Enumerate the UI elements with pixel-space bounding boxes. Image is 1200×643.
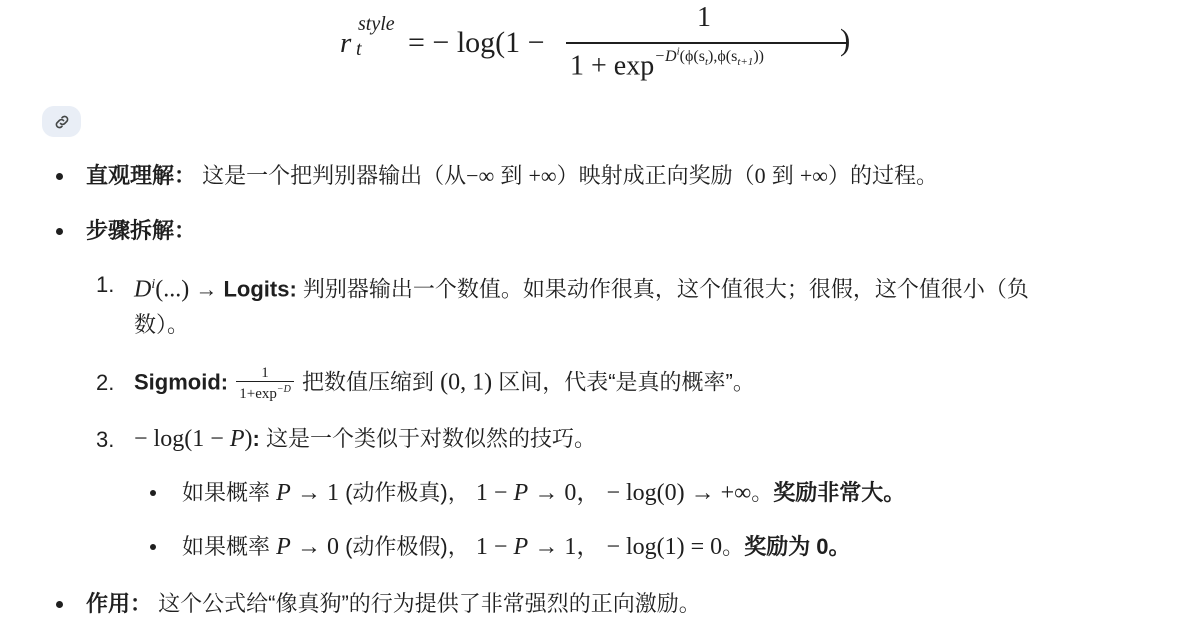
sub1-bold: 奖励非常大。	[773, 480, 906, 505]
sub1-text-b: (动作极真)，	[345, 480, 470, 505]
sub2-text-a: 如果概率	[182, 534, 271, 559]
effect-line	[86, 589, 701, 619]
sub1-math-b: 1 −	[475, 480, 508, 506]
sub1-math-a: → 1	[296, 480, 339, 506]
sub2-text-c: 。	[722, 534, 745, 559]
step-1-line-cont	[134, 310, 189, 340]
sub1-text-c: 。	[751, 480, 774, 505]
step-2-line	[134, 365, 755, 402]
steps-label: 步骤拆解：	[86, 218, 197, 243]
formula-lhs-sub: t	[356, 38, 362, 60]
step1-D-sup: i	[151, 277, 156, 292]
intuition-line	[86, 161, 938, 191]
denominator-exponent	[654, 46, 764, 69]
sub2-text-b: (动作极假)，	[345, 534, 470, 559]
step-number: 3.	[96, 427, 115, 452]
bullet-dot	[56, 228, 63, 235]
exp-sub-t1: t+1	[737, 56, 754, 69]
step1-D: D	[134, 276, 152, 303]
intuition-math-d: +∞	[799, 163, 828, 188]
step-1-line	[134, 270, 1029, 304]
sub2-math-b: 1 −	[475, 534, 508, 560]
exp-mid: ),ϕ(s	[708, 48, 738, 66]
exp-sub-t: t	[704, 56, 709, 69]
effect-label: 作用：	[86, 591, 153, 616]
fraction-bar	[566, 42, 848, 44]
sub1-math-c: → 0，	[534, 480, 601, 506]
sub2-math-d: − log(1) = 0	[606, 534, 723, 560]
sigmoid-den-base: 1+exp	[239, 386, 277, 402]
sub2-bold: 奖励为 0。	[744, 534, 851, 559]
intuition-text-d: 到	[771, 163, 794, 188]
formula-denominator	[570, 46, 764, 82]
sigmoid-num: 1	[261, 365, 269, 381]
sub-item-2	[182, 532, 851, 562]
intuition-text-c: ）映射成正向奖励（	[556, 163, 755, 188]
sub1-math-d: − log(0) → +∞	[606, 480, 752, 506]
denominator-base: 1 + exp	[570, 50, 655, 82]
link-icon	[53, 113, 71, 131]
sub-bullet-dot	[150, 490, 156, 496]
intuition-math-b: +∞	[528, 163, 557, 188]
exp-D-sup: i	[676, 46, 680, 58]
exp-args: (ϕ(s	[679, 48, 705, 66]
sub2-math-c: → 1，	[534, 534, 601, 560]
step1-text: 判别器输出一个数值。如果动作很真，这个值很大；很假，这个值很小（负	[302, 276, 1029, 302]
step-number: 2.	[96, 370, 115, 395]
sigmoid-den	[236, 381, 294, 402]
exp-end: ))	[753, 48, 764, 66]
reward-formula	[336, 0, 896, 95]
intuition-text-e: ）的过程。	[827, 163, 938, 188]
step3-math-b: )	[244, 426, 253, 452]
intuition-math-a: −∞	[466, 163, 495, 188]
step1-text-cont: 数）。	[134, 312, 190, 337]
formula-equals: = − log(1 −	[408, 26, 545, 59]
step3-text: 这是一个类似于对数似然的技巧。	[265, 426, 596, 451]
step3-P: P	[229, 426, 245, 452]
formula-lhs-sup: style	[358, 13, 395, 35]
formula-closing: )	[840, 22, 851, 57]
sub2-math-a: → 0	[296, 534, 339, 560]
sigmoid-den-exp: −D	[276, 384, 291, 395]
formula-numerator: 1	[697, 2, 711, 33]
step3-bold: :	[252, 426, 260, 451]
step-number: 1.	[96, 272, 115, 297]
step1-bold: Logits:	[223, 276, 297, 302]
exp-D: −D	[654, 48, 677, 66]
step2-bold: Sigmoid:	[134, 369, 229, 395]
sub1-P2: P	[513, 480, 529, 506]
sub1-P: P	[276, 480, 291, 506]
intuition-label: 直观理解：	[86, 163, 197, 188]
step2-text-a: 把数值压缩到	[301, 369, 434, 395]
step-3-line	[134, 424, 596, 454]
sub2-P: P	[276, 534, 291, 560]
sub2-P2: P	[513, 534, 529, 560]
step1-args: (...)	[155, 276, 190, 303]
step2-math: (0, 1)	[440, 369, 493, 396]
sub-bullet-dot	[150, 544, 156, 550]
sub-item-1	[182, 478, 905, 508]
bullet-dot	[56, 173, 63, 180]
copy-link-button[interactable]	[42, 106, 81, 137]
intuition-math-c: 0	[754, 163, 766, 188]
intuition-text-b: 到	[500, 163, 523, 188]
bullet-dot	[56, 601, 63, 608]
formula-lhs-base: r	[340, 27, 352, 59]
step1-arrow: →	[195, 276, 218, 302]
sigmoid-fraction	[236, 365, 294, 402]
effect-text: 这个公式给“像真狗”的行为提供了非常强烈的正向激励。	[158, 591, 701, 616]
sub1-text-a: 如果概率	[182, 480, 271, 505]
step3-math-a: − log(1 −	[134, 426, 224, 452]
steps-line	[86, 216, 196, 246]
intuition-text-a: 这是一个把判别器输出（从	[202, 163, 467, 188]
step2-text-b: 区间，代表“是真的概率”。	[498, 369, 755, 395]
